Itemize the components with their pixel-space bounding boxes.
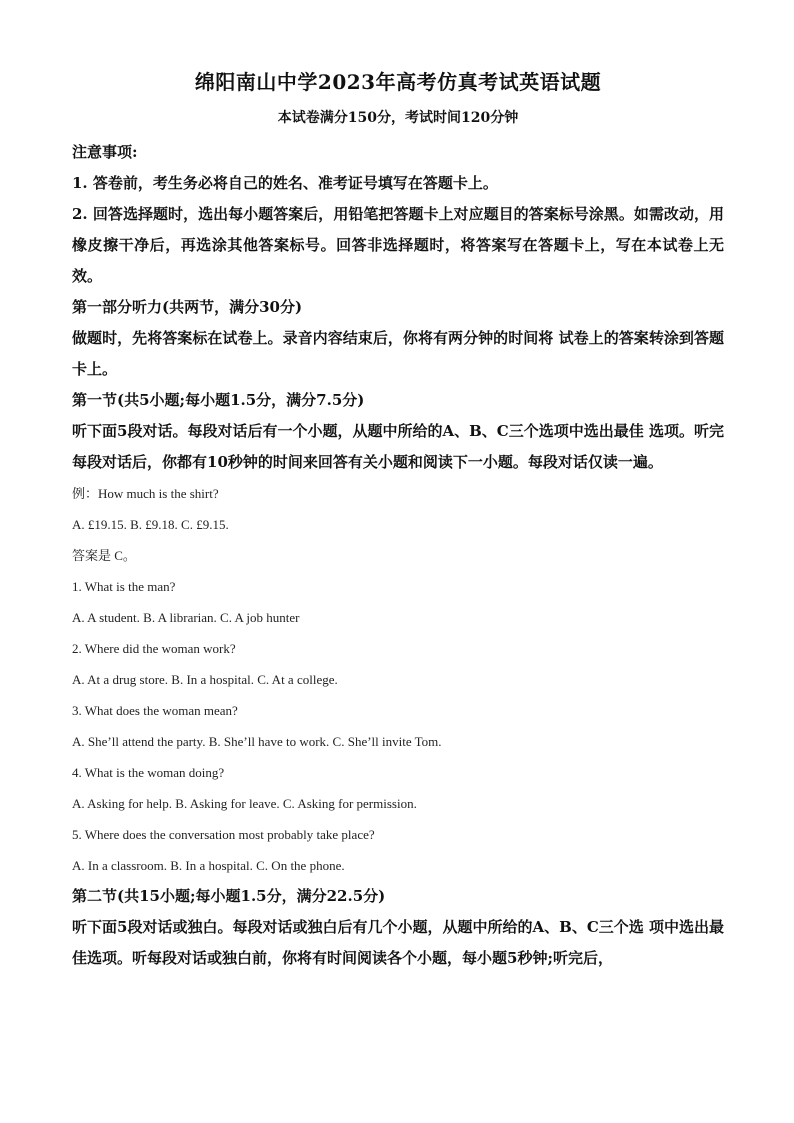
question-4-options: A. Asking for help. B. Asking for leave. C. Asking for permission. [72,796,417,811]
part1-instructions: 做题时，先将答案标在试卷上。录音内容结束后，你将有两分钟的时间将 试卷上的答案转涂到答题卡上。 [72,329,724,378]
question-2-options: A. At a drug store. B. In a hospital. C. At a college. [72,672,338,687]
question-5-options: A. In a classroom. B. In a hospital. C. On the phone. [72,858,345,873]
section1-instructions: 听下面5段对话。每段对话后有一个小题，从题中所给的A、B、C三个选项中选出最佳 选项。听完每段对话后，你都有10秒钟的时间来回答有关小题和阅读下一小题。每段对话仅读一遍。 [72,422,724,471]
example-answer: 答案是 C。 [72,548,136,563]
exam-subtitle: 本试卷满分150分，考试时间120分钟 [277,110,519,126]
question-2: 2. Where did the woman work? [72,641,236,656]
question-5: 5. Where does the conversation most probably take place? [72,827,375,842]
notice-item-2: 2. 回答选择题时，选出每小题答案后，用铅笔把答题卡上对应题目的答案标号涂黑。如需改动，用橡皮擦干净后，再选涂其他答案标号。回答非选择题时，将答案写在答题卡上，写在本试卷上无效。 [72,205,724,285]
section1-heading: 第一节(共5小题;每小题1.5分，满分7.5分) [72,391,365,409]
example-question: 例：How much is the shirt? [72,486,219,501]
part1-heading: 第一部分听力(共两节，满分30分) [72,298,303,316]
exam-page [72,66,724,974]
question-4: 4. What is the woman doing? [72,765,225,780]
notice-item-1: 1. 答卷前，考生务必将自己的姓名、准考证号填写在答题卡上。 [72,174,498,192]
notice-heading: 注意事项: [72,143,138,161]
question-1: 1. What is the man? [72,579,176,594]
section2-instructions: 听下面5段对话或独白。每段对话或独白后有几个小题，从题中所给的A、B、C三个选 项中选出最佳选项。听每段对话或独白前，你将有时间阅读各个小题，每小题5秒钟;听完后， [72,918,724,967]
question-1-options: A. A student. B. A librarian. C. A job hunter [72,610,300,625]
example-options: A. £19.15. B. £9.18. C. £9.15. [72,517,229,532]
page-title: 绵阳南山中学2023年高考仿真考试英语试题 [194,70,602,94]
question-3: 3. What does the woman mean? [72,703,238,718]
question-3-options: A. She’ll attend the party. B. She’ll have to work. C. She’ll invite Tom. [72,734,442,749]
section2-heading: 第二节(共15小题;每小题1.5分，满分22.5分) [72,887,386,905]
